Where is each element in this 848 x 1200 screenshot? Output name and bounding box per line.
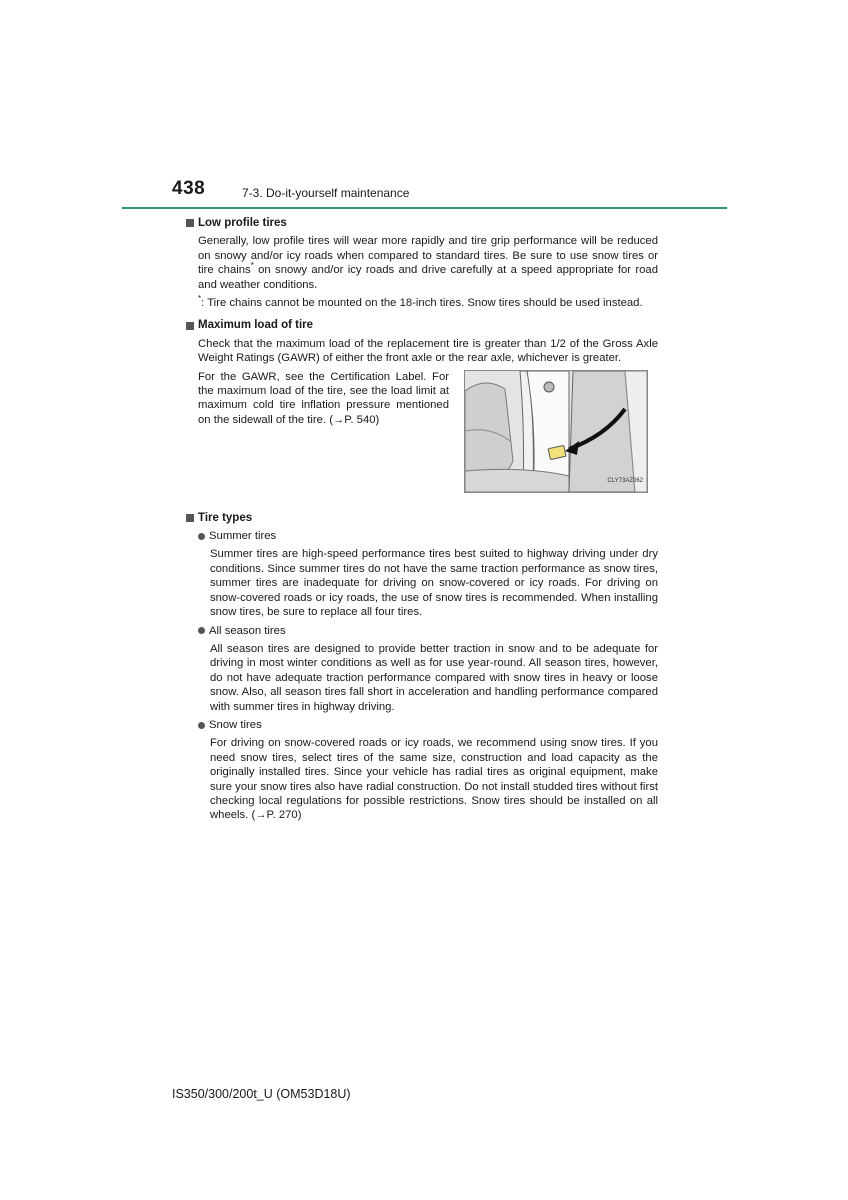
- max-load-heading: [186, 318, 658, 332]
- low-profile-heading: [186, 216, 658, 230]
- max-load-heading-text: Maximum load of tire: [198, 319, 314, 332]
- section-title: 7-3. Do-it-yourself maintenance: [242, 186, 410, 200]
- low-profile-heading-text: Low profile tires: [198, 217, 287, 229]
- footnote-text: : Tire chains cannot be mounted on the 18-inch tires. Snow tires should be used instead.: [201, 297, 643, 310]
- max-load-figure-text: For the GAWR, see the Certification Label. For the maximum load of the tire, see the load limit at maximum cold tire inflation pressure mentioned on the sidewall of the tire. (→P. 540): [198, 370, 449, 426]
- low-profile-footnote: [198, 296, 658, 310]
- square-bullet-icon: [186, 219, 194, 227]
- page-content: [186, 216, 658, 827]
- square-bullet-icon: [186, 514, 194, 522]
- all-season-tires-text: All season tires are designed to provide better traction in snow and to be adequate for driving in most winter conditions as well as for use year-round. All season tires, however, do not have adequate traction performance compared with snow tires in heavy or loose snow. Also, all season tires fall short in acceleration and handling performance compared with summer tires in highway driving.: [210, 642, 658, 713]
- round-bullet-icon: [198, 627, 205, 634]
- round-bullet-icon: [198, 722, 205, 729]
- footnote-mark: *: [198, 294, 202, 304]
- tire-types-heading: [186, 511, 658, 525]
- snow-tires-label: [198, 718, 658, 732]
- figure-code: CLY73AZ062: [607, 478, 643, 485]
- summer-tires-text: Summer tires are high-speed performance tires best suited to highway driving under dry conditions. Since summer tires do not have the same traction performance as snow tires, summer tires are inadequate for driving on snow-covered or icy roads. For driving on snow-covered roads or icy roads, the use of snow tires is recommended. When installing snow tires, be sure to replace all four tires.: [210, 548, 658, 619]
- summer-tires-label-text: Summer tires: [209, 530, 277, 543]
- summer-tires-label: [198, 529, 658, 543]
- header-rule: [122, 207, 727, 209]
- max-load-figure-block: [198, 370, 658, 493]
- snow-tires-text: For driving on snow-covered roads or icy roads, we recommend using snow tires. If you need snow tires, select tires of the same size, construction and load capacity as the originally installed tires. Since your vehicle has radial tires as original equipment, make sure your snow tires also have radial construction. Do not install studded tires without first checking local regulations for possible restrictions. Snow tires should be installed on all wheels. (→P. 270): [210, 737, 658, 822]
- footer-model: IS350/300/200t_U (OM53D18U): [172, 1087, 351, 1101]
- certification-label-figure: [464, 370, 648, 493]
- all-season-tires-label-text: All season tires: [209, 624, 286, 637]
- low-profile-paragraph: [198, 234, 658, 292]
- round-bullet-icon: [198, 533, 205, 540]
- snow-tires-label-text: Snow tires: [209, 718, 262, 731]
- square-bullet-icon: [186, 322, 194, 330]
- tire-types-heading-text: Tire types: [198, 511, 253, 524]
- low-profile-text-2: on snowy and/or icy roads and drive carefully at a speed appropriate for road and weather conditions.: [198, 264, 658, 291]
- footnote-mark: *: [250, 261, 254, 271]
- page-number: 438: [172, 178, 206, 199]
- max-load-paragraph: Check that the maximum load of the replacement tire is greater than 1/2 of the Gross Axle Weight Ratings (GAWR) of either the front axle or the rear axle, whichever is greater.: [198, 337, 658, 365]
- low-profile-text-1: Generally, low profile tires will wear more rapidly and tire grip performance will be reduced on snowy and/or icy roads when compared to standard tires. Be sure to use snow tires or tire chains: [198, 235, 658, 277]
- all-season-tires-label: [198, 624, 658, 638]
